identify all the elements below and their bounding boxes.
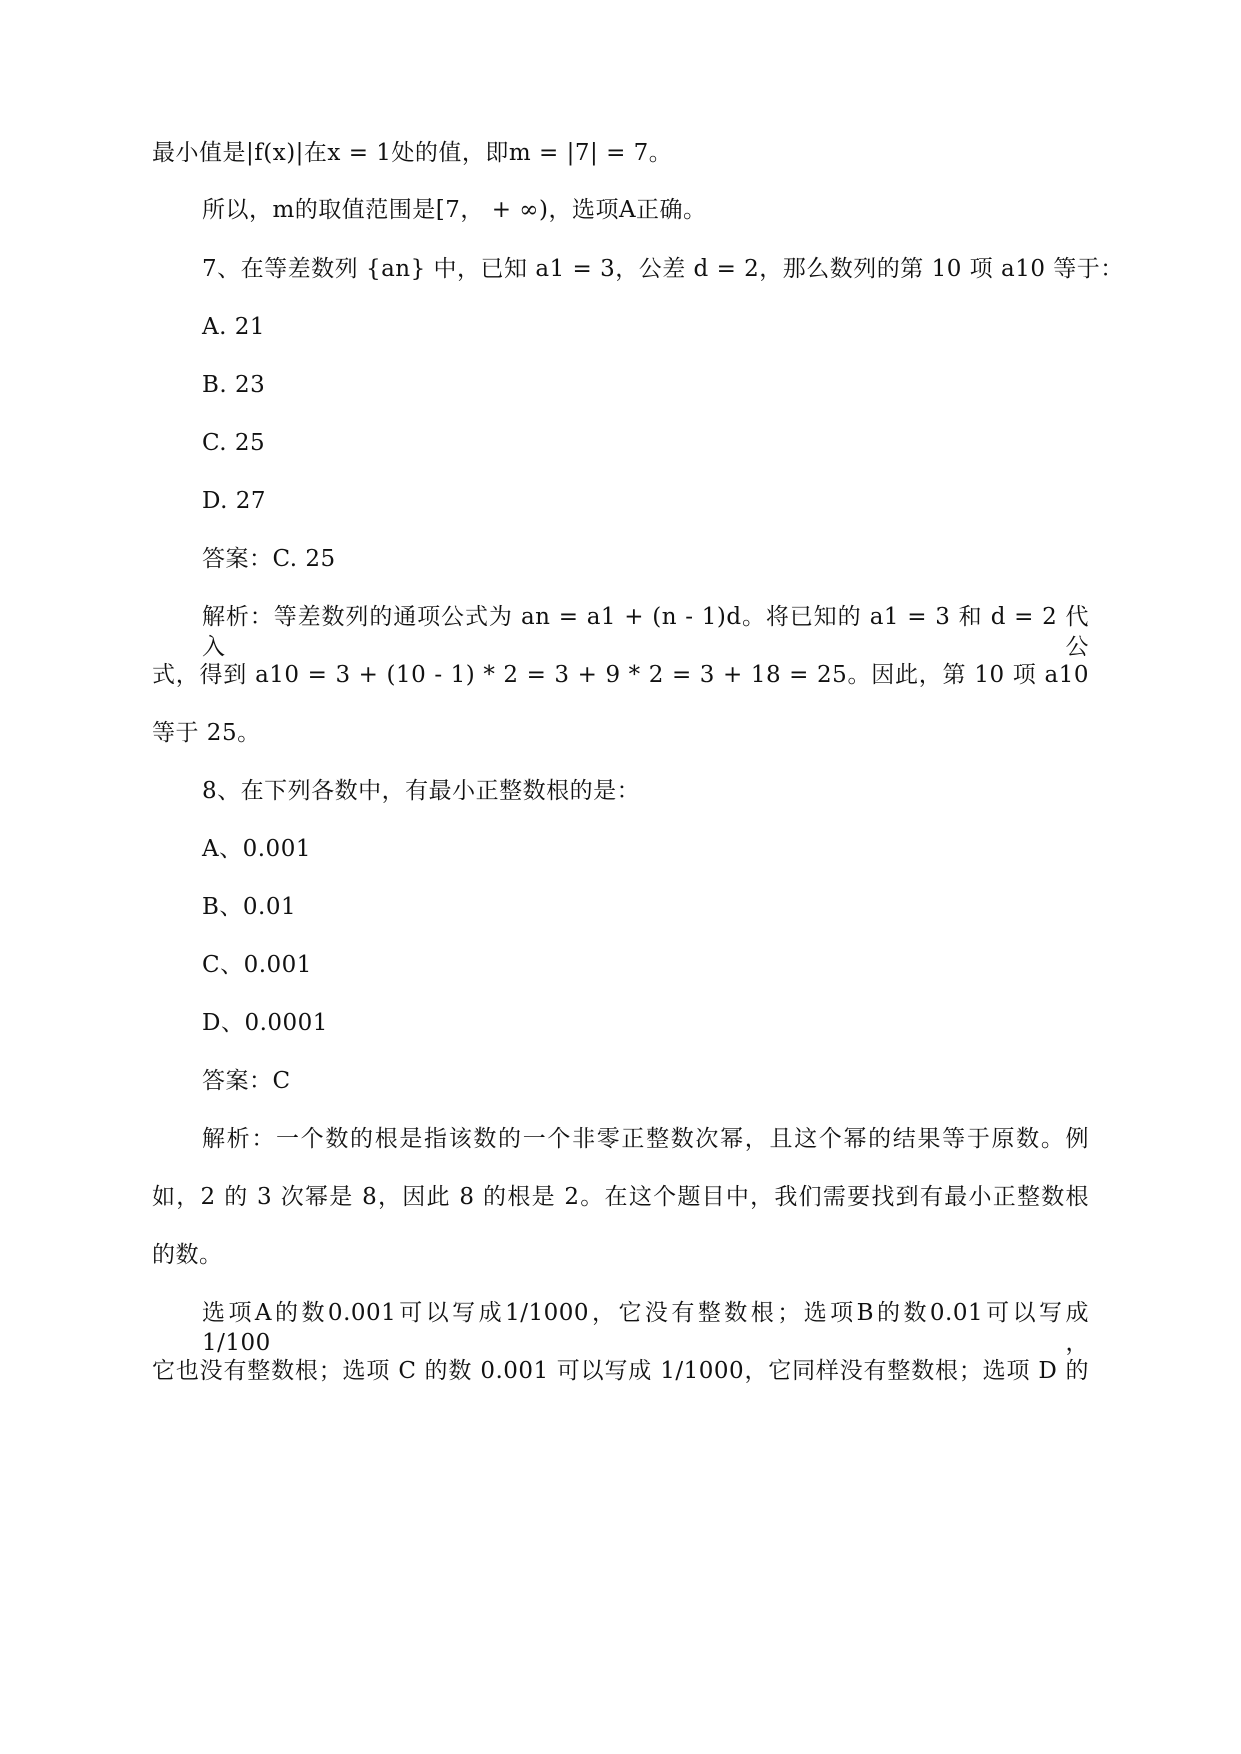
question-7-answer: 答案：C. 25: [202, 546, 336, 572]
question-8-answer: 答案：C: [202, 1068, 291, 1094]
question-8-option-d: D、0.0001: [202, 1010, 328, 1036]
question-7-explanation-line-3: 等于 25。: [152, 720, 261, 746]
question-7-option-a: A. 21: [202, 314, 265, 340]
question-7-explanation-line-2: 式，得到 a10 = 3 + (10 - 1) * 2 = 3 + 9 * 2 = 3 + 18 = 25。因此，第 10 项 a10: [152, 662, 1089, 688]
question-8-explanation-line-1: 解析：一个数的根是指该数的一个非零正整数次幂，且这个幂的结果等于原数。例: [202, 1126, 1089, 1152]
question-7-option-d: D. 27: [202, 488, 267, 514]
question-8-option-c: C、0.001: [202, 952, 312, 978]
text-line-min-value: 最小值是|f(x)|在x = 1处的值，即m = |7| = 7。: [152, 140, 673, 166]
question-7-stem: 7、在等差数列 {an} 中，已知 a1 = 3，公差 d = 2，那么数列的第 10 项 a10 等于：: [202, 256, 1124, 282]
question-8-options-analysis-line-2: 它也没有整数根；选项 C 的数 0.001 可以写成 1/1000，它同样没有整数根；选项 D 的: [152, 1358, 1089, 1384]
question-7-option-b: B. 23: [202, 372, 266, 398]
question-8-options-analysis-line-1: 选项A的数0.001可以写成1/1000，它没有整数根；选项B的数0.01可以写成1/100，: [202, 1300, 1089, 1356]
question-8-stem: 8、在下列各数中，有最小正整数根的是：: [202, 778, 641, 804]
question-8-explanation-line-3: 的数。: [152, 1242, 223, 1268]
question-8-option-b: B、0.01: [202, 894, 297, 920]
question-8-explanation-line-2: 如，2 的 3 次幂是 8，因此 8 的根是 2。在这个题目中，我们需要找到有最小正整数根: [152, 1184, 1089, 1210]
question-7-explanation-line-1: 解析：等差数列的通项公式为 an = a1 + (n - 1)d。将已知的 a1 = 3 和 d = 2 代入公: [202, 604, 1089, 660]
text-line-range-conclusion: 所以，m的取值范围是[7， + ∞)，选项A正确。: [202, 197, 707, 223]
question-8-option-a: A、0.001: [202, 836, 311, 862]
question-7-option-c: C. 25: [202, 430, 266, 456]
